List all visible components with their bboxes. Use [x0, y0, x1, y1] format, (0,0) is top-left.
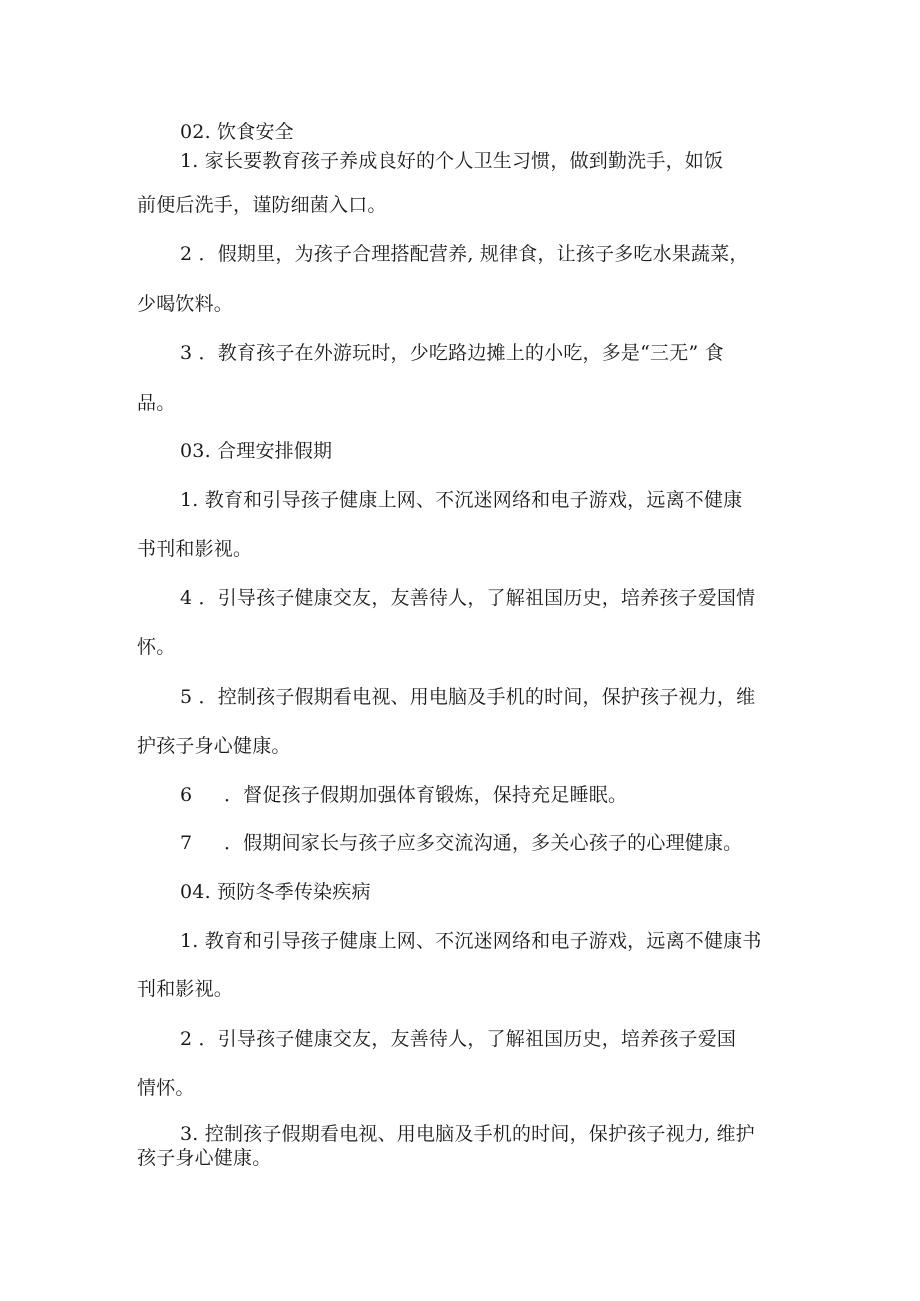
- section-03-item-1-line-2: 书刊和影视。: [137, 538, 253, 560]
- section-04-item-3-line-2: 孩子身心健康。: [137, 1147, 272, 1169]
- section-04-item-1-line-1: 1. 教育和引导孩子健康上网、不沉迷网络和电子游戏，远离不健康书: [180, 930, 762, 952]
- section-03-item-7: 7 ．假期间家长与孩子应多交流沟通，多关心孩子的心理健康。: [180, 832, 743, 854]
- section-03-item-1-line-1: 1. 教育和引导孩子健康上网、不沉迷网络和电子游戏，远离不健康: [180, 489, 743, 511]
- section-03-item-4-line-1: 4 ．引导孩子健康交友，友善待人，了解祖国历史，培养孩子爱国情: [180, 587, 756, 609]
- section-04-item-3-line-1: 3. 控制孩子假期看电视、用电脑及手机的时间，保护孩子视力, 维护: [180, 1123, 755, 1145]
- section-02-item-1-line-1: 1. 家长要教育孩子养成良好的个人卫生习惯，做到勤洗手，如饭: [180, 150, 724, 172]
- section-04-item-2-line-2: 情怀。: [137, 1077, 195, 1099]
- section-02-item-2-line-2: 少喝饮料。: [137, 293, 234, 315]
- section-02-item-3-line-2: 品。: [137, 392, 176, 414]
- section-04-heading: 04. 预防冬季传染疾病: [180, 881, 371, 903]
- section-04-item-1-line-2: 刊和影视。: [137, 978, 234, 1000]
- section-03-item-5-line-2: 护孩子身心健康。: [137, 735, 291, 757]
- section-02-item-3-line-1: 3 ．教育孩子在外游玩时，少吃路边摊上的小吃，多是“三无” 食: [180, 342, 724, 364]
- section-03-item-6: 6 ．督促孩子假期加强体育锻炼，保持充足睡眠。: [180, 784, 628, 806]
- section-03-heading: 03. 合理安排假期: [180, 440, 333, 462]
- section-04-item-2-line-1: 2 ．引导孩子健康交友，友善待人，了解祖国历史，培养孩子爱国: [180, 1028, 737, 1050]
- section-03-item-4-line-2: 怀。: [137, 636, 176, 658]
- section-02-item-1-line-2: 前便后洗手，谨防细菌入口。: [137, 194, 387, 216]
- section-03-item-5-line-1: 5 ．控制孩子假期看电视、用电脑及手机的时间，保护孩子视力，维: [180, 686, 756, 708]
- section-02-heading: 02. 饮食安全: [180, 121, 294, 143]
- section-02-item-2-line-1: 2 ．假期里，为孩子合理搭配营养, 规律食，让孩子多吃水果蔬菜，: [180, 243, 749, 265]
